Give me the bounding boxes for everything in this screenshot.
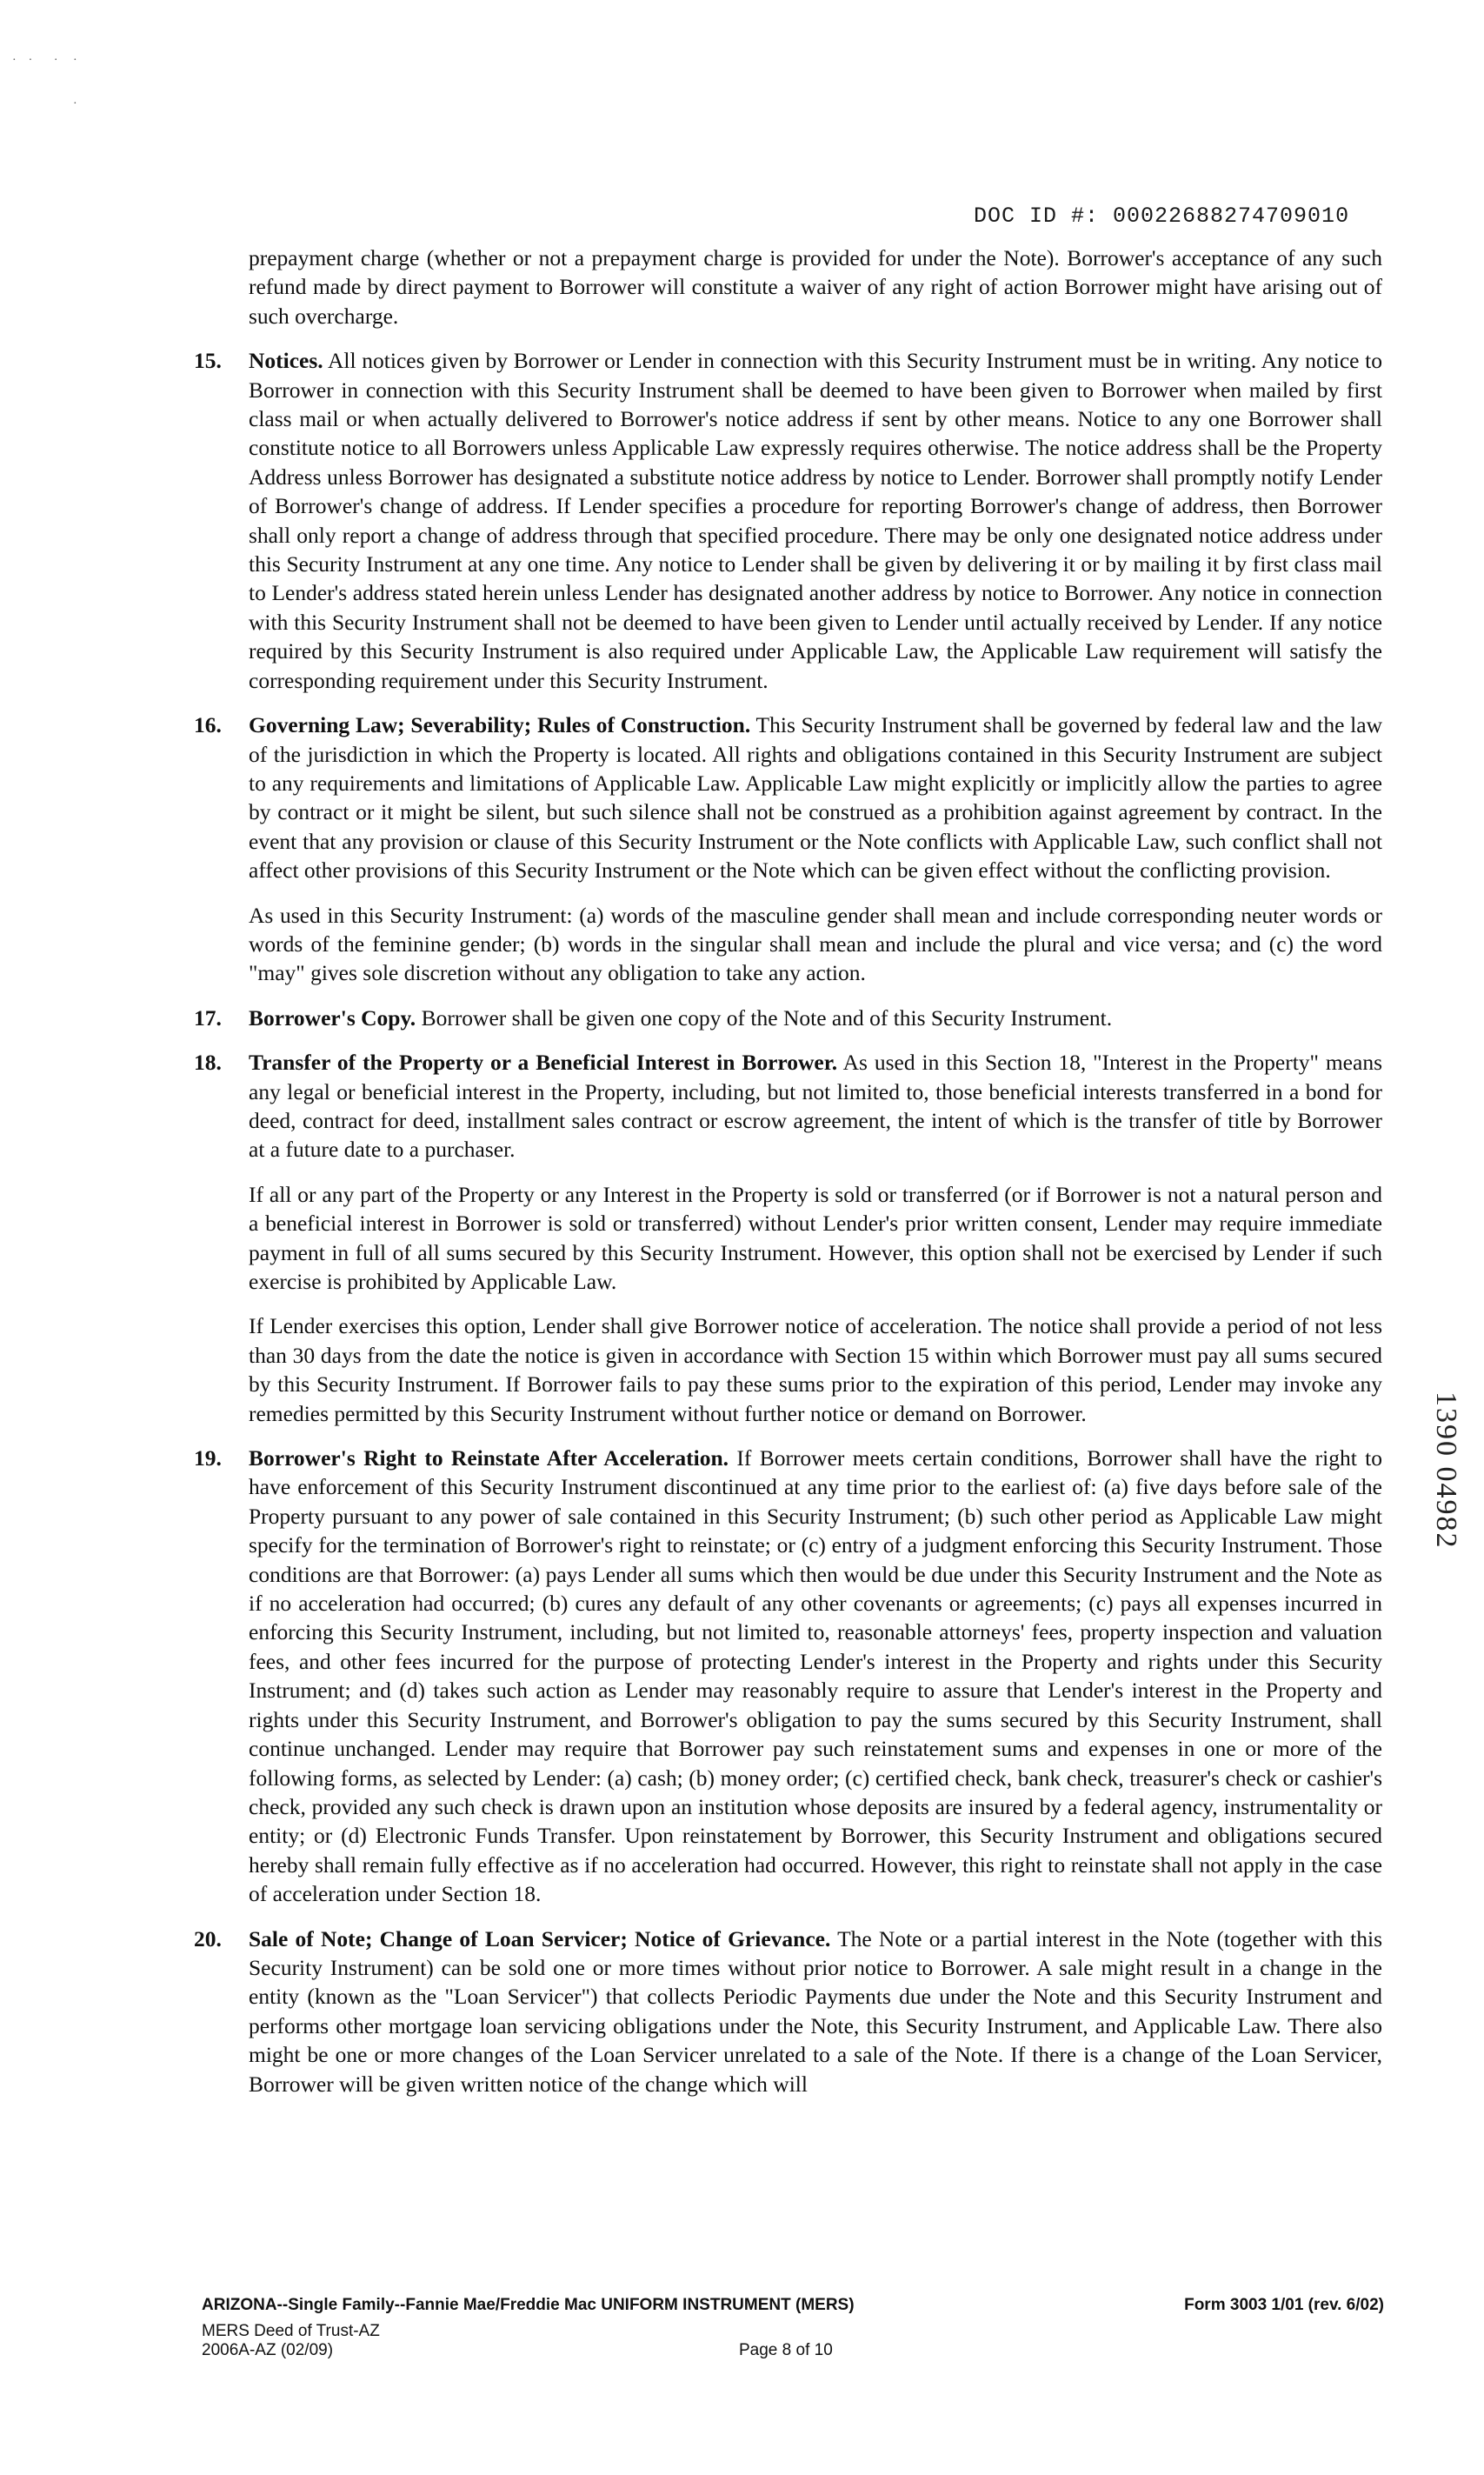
section-heading: Sale of Note; Change of Loan Servicer; Notice of Grievance. [249, 1925, 831, 1951]
footer-form-number: Form 3003 1/01 (rev. 6/02) [1184, 2296, 1384, 2314]
section-text: The Note or a partial interest in the Note (together with this Security Instrument) can be sold one or more times without prior notice to Borrower. A sale might result in a change in the entity (known as the "Loan Servicer") that collects Periodic Payments due under the Note and this Security Instrument and performs other mortgage loan servicing obligations under the Note, this Security Instrument, and Applicable Law. There also might be one or more changes of the Loan Servicer unrelated to a sale of the Note. If there is a change of the Loan Servicer, Borrower will be given written notice of the change which will [249, 1925, 1382, 2097]
section-number: 19. [194, 1445, 222, 1471]
section-paragraph [249, 1925, 1382, 2098]
page-footer [202, 2296, 1384, 2364]
section-subparagraph: If all or any part of the Property or any Interest in the Property is sold or transferred (or if Borrower is not a natural person and a beneficial interest in Borrower is sold or transferred) without Lender's prior written consent, Lender may require immediate payment in full of all sums secured by this Security Instrument. However, this option shall not be exercised by Lender if such exercise is prohibited by Applicable Law. [249, 1181, 1382, 1294]
footer-form-code: 2006A-AZ (02/09) [202, 2341, 334, 2359]
section-number: 18. [194, 1050, 222, 1076]
section-paragraph [249, 1048, 1382, 1164]
margin-recording-stamp: 1390 04982 [1430, 1391, 1462, 1550]
section-subparagraph: As used in this Security Instrument: (a) words of the masculine gender shall mean and include corresponding neuter words or words of the feminine gender; (b) words in the singular shall mean and include the plural and vice versa; and (c) the word "may" gives sole discretion without any obligation to take any action. [249, 902, 1382, 986]
section-text: This Security Instrument shall be governed by federal law and the law of the jurisdiction in which the Property is located. All rights and obligations contained in this Security Instrument are subject to any requirements and limitations of Applicable Law. Applicable Law might explicitly or implicitly allow the parties to agree by contract or it might be silent, but such silence shall not be construed as a prohibition against agreement by contract. In the event that any provision or clause of this Security Instrument or the Note conflicts with Applicable Law, such conflict shall not affect other provisions of this Security Instrument or the Note which can be given effect without the conflicting provision. [249, 712, 1382, 884]
section-18 [190, 1048, 1382, 1428]
footer-page-number: Page 8 of 10 [739, 2341, 833, 2359]
doc-id: DOC ID #: 00022688274709010 [974, 203, 1350, 229]
continuation-paragraph: prepayment charge (whether or not a prepayment charge is provided for under the Note). Borrower's acceptance of any such refund made by direct payment to Borrower will constitute a waiver of any right of action Borrower might have arising out of such overcharge. [249, 245, 1382, 329]
section-heading: Borrower's Right to Reinstate After Acceleration. [249, 1445, 729, 1471]
document-body [190, 243, 1382, 2114]
section-heading: Notices. [249, 348, 323, 374]
section-paragraph [249, 710, 1382, 884]
section-17 [190, 1004, 1382, 1032]
scan-speck: · [73, 97, 77, 110]
section-subparagraph: If Lender exercises this option, Lender shall give Borrower notice of acceleration. The notice shall provide a period of not less than 30 days from the date the notice is given in accordance with Section 15 within which Borrower must pay all sums secured by this Security Instrument. If Borrower fails to pay these sums prior to the expiration of this period, Lender may invoke any remedies permitted by this Security Instrument without further notice or demand on Borrower. [249, 1313, 1382, 1426]
section-15 [190, 346, 1382, 695]
section-20 [190, 1925, 1382, 2098]
section-text: If Borrower meets certain conditions, Borrower shall have the right to have enforcement of this Security Instrument discontinued at any time prior to the earliest of: (a) five days before sale of the Property pursuant to any power of sale contained in this Security Instrument; (b) such other period as Applicable Law might specify for the termination of Borrower's right to reinstate; or (c) entry of a judgment enforcing this Security Instrument. Those conditions are that Borrower: (a) pays Lender all sums which then would be due under this Security Instrument and the Note as if no acceleration had occurred; (b) cures any default of any other covenants or agreements; (c) pays all expenses incurred in enforcing this Security Instrument, including, but not limited to, reasonable attorneys' fees, property inspection and valuation fees, and other fees incurred for the purpose of protecting Lender's interest in the Property and rights under this Security Instrument; and (d) takes such action as Lender may reasonably require to assure that Lender's interest in the Property and rights under this Security Instrument, and Borrower's obligation to pay the sums secured by this Security Instrument, shall continue unchanged. Lender may require that Borrower pay such reinstatement sums and expenses in one or more of the following forms, as selected by Lender: (a) cash; (b) money order; (c) certified check, bank check, treasurer's check or cashier's check, provided any such check is drawn upon an institution whose deposits are insured by a federal agency, instrumentality or entity; or (d) Electronic Funds Transfer. Upon reinstatement by Borrower, this Security Instrument and obligations secured hereby shall remain fully effective as if no acceleration had occurred. However, this right to reinstate shall not apply in the case of acceleration under Section 18. [249, 1445, 1383, 1907]
section-number: 20. [194, 1925, 222, 1951]
section-number: 17. [194, 1004, 222, 1031]
footer-state-line: ARIZONA--Single Family--Fannie Mae/Freddie Mac UNIFORM INSTRUMENT (MERS) [202, 2296, 855, 2314]
section-text: All notices given by Borrower or Lender in connection with this Security Instrument must be in writing. Any notice to Borrower in connection with this Security Instrument shall be deemed to have been given to Borrower when mailed by first class mail or when actually delivered to Borrower's notice address if sent by other means. Notice to any one Borrower shall constitute notice to all Borrowers unless Applicable Law expressly requires otherwise. The notice address shall be the Property Address unless Borrower has designated a substitute notice address by notice to Lender. Borrower shall promptly notify Lender of Borrower's change of address. If Lender specifies a procedure for reporting Borrower's change of address, then Borrower shall only report a change of address through that specified procedure. There may be only one designated notice address under this Security Instrument at any one time. Any notice to Lender shall be given by delivering it or by mailing it by first class mail to Lender's address stated herein unless Lender has designated another address by notice to Borrower. Any notice in connection with this Security Instrument shall not be deemed to have been given to Lender until actually received by Lender. If any notice required by this Security Instrument is also required under Applicable Law, the Applicable Law requirement will satisfy the corresponding requirement under this Security Instrument. [249, 348, 1382, 693]
section-heading: Borrower's Copy. [249, 1004, 416, 1031]
section-number: 16. [194, 712, 222, 738]
section-number: 15. [194, 348, 222, 374]
section-19 [190, 1444, 1382, 1909]
section-text: Borrower shall be given one copy of the Note and of this Security Instrument. [421, 1004, 1113, 1031]
section-heading: Transfer of the Property or a Beneficial Interest in Borrower. [249, 1050, 838, 1076]
section-paragraph [249, 346, 1382, 695]
section-heading: Governing Law; Severability; Rules of Construction. [249, 712, 751, 738]
scan-speck: · · · · [12, 54, 77, 67]
section-paragraph [249, 1444, 1382, 1909]
section-text: As used in this Section 18, "Interest in the Property" means any legal or beneficial interest in the Property, including, but not limited to, those beneficial interests transferred in a bond for deed, contract for deed, installment sales contract or escrow agreement, the intent of which is the transfer of title by Borrower at a future date to a purchaser. [249, 1050, 1382, 1163]
footer-doc-type: MERS Deed of Trust-AZ [202, 2322, 380, 2340]
section-paragraph [249, 1004, 1382, 1032]
section-16 [190, 710, 1382, 988]
